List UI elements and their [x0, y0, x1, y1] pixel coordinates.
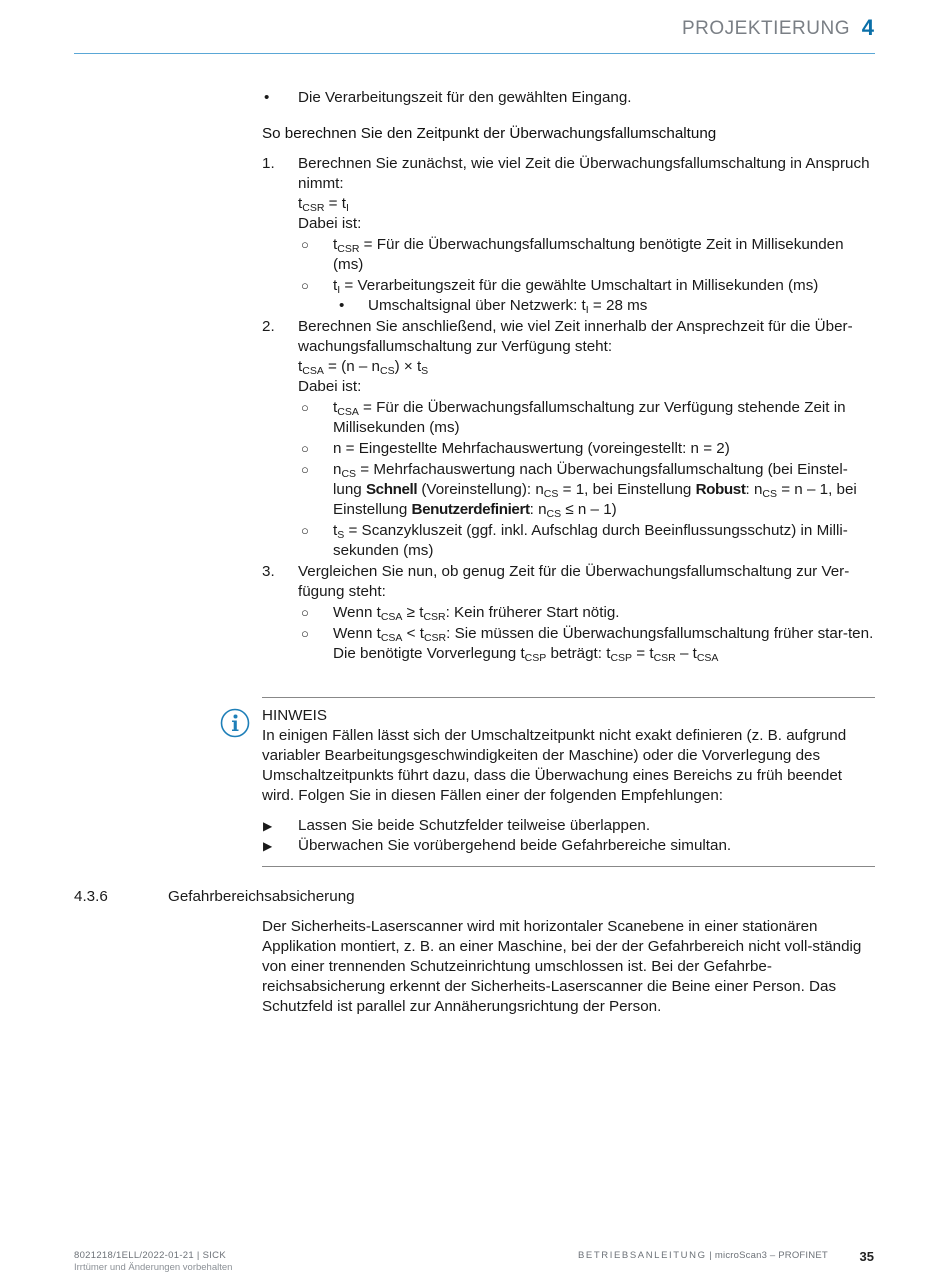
- step-number: 2.: [262, 318, 275, 335]
- intro-bullet: • Die Verarbeitungszeit für den gewählten Eingang.: [262, 88, 875, 108]
- definition-item: ○ $t_{CSR}$ = Für die Überwachungsfallumschaltung benötigte Zeit in Millisekunden (ms): [301, 236, 844, 273]
- recommendation-item: ▶ Lassen Sie beide Schutzfelder teilweise überlappen.: [263, 817, 651, 834]
- dabei-label: Dabei ist:: [298, 378, 362, 395]
- definition-list: [298, 235, 875, 316]
- step-2: [262, 317, 875, 561]
- step-3: [262, 562, 875, 664]
- doc-id: 8021218/1ELL/2022-01-21 | SICK: [74, 1250, 226, 1261]
- step-1: [262, 154, 875, 316]
- formula: $t_{CSR} = t_I$: [298, 195, 349, 214]
- comparison-item: ○ Wenn $t_{CSA} \ge t_{CSR}$: Kein früherer Start nötig.: [301, 604, 620, 623]
- page-number: 35: [859, 1249, 874, 1264]
- note-title: HINWEIS: [262, 707, 327, 724]
- footer-separator: |: [706, 1250, 715, 1261]
- doc-type: BETRIEBSANLEITUNG: [578, 1250, 707, 1261]
- definition-item: ○ $t_{CSA}$ = Für die Überwachungsfallumschaltung zur Verfügung stehende Zeit in Millisekunden (ms): [301, 399, 846, 436]
- circle-bullet-icon: ○: [301, 441, 309, 456]
- step-text: Vergleichen Sie nun, ob genug Zeit für die Überwachungsfallumschaltung zur Ver-fügung steht:: [298, 563, 850, 600]
- note-text: In einigen Fällen lässt sich der Umschaltzeitpunkt nicht exakt definieren (z. B. aufgrund variabler Bearbeitungsgeschwindigkeiten der Maschine) oder die Vorverlegung des Umschaltzeitpunkts führt dazu, dass die Überwachung eines Bereichs zu früh beendet wird. Folgen Sie in diesen Fällen einer der folgenden Empfehlungen:: [262, 727, 847, 804]
- definition-item: ○ n = Eingestellte Mehrfachauswertung (voreingestellt: n = 2): [301, 440, 730, 457]
- dabei-label: Dabei ist:: [298, 215, 362, 232]
- main-content: [262, 88, 875, 665]
- definition-item: ○ $t_S$ = Scanzykluszeit (ggf. inkl. Aufschlag durch Beeinflussungsschutz) in Milli-sekunden (ms): [301, 522, 848, 559]
- dot-bullet-icon: •: [339, 297, 345, 314]
- circle-bullet-icon: ○: [301, 237, 309, 252]
- circle-bullet-icon: ○: [301, 605, 309, 620]
- step-text: Berechnen Sie zunächst, wie viel Zeit die Überwachungsfallumschaltung in Anspruch nimmt:: [298, 155, 870, 192]
- formula: $t_{CSA} = (n - n_{CS}) \times t_S$: [298, 358, 429, 377]
- circle-bullet-icon: ○: [301, 400, 309, 415]
- triangle-arrow-icon: ▶: [263, 839, 273, 853]
- sub-definition-item: • Umschaltsignal über Netzwerk: $t_I = 28$ ms: [339, 297, 648, 316]
- definition-list: [298, 398, 875, 561]
- sub-definition-list: [333, 296, 875, 316]
- recommendation-item: ▶ Überwachen Sie vorübergehend beide Gefahrbereiche simultan.: [263, 837, 732, 854]
- note-box: [262, 697, 875, 867]
- footer-left: [74, 1250, 232, 1274]
- circle-bullet-icon: ○: [301, 626, 309, 641]
- chapter-number: 4: [861, 15, 874, 40]
- step-text: Berechnen Sie anschließend, wie viel Zeit innerhalb der Ansprechzeit für die Über-wachungsfallumschaltung zur Verfügung steht:: [298, 318, 853, 355]
- circle-bullet-icon: ○: [301, 462, 309, 477]
- triangle-arrow-icon: ▶: [263, 819, 273, 833]
- circle-bullet-icon: ○: [301, 278, 309, 293]
- circle-bullet-icon: ○: [301, 523, 309, 538]
- comparison-list: [298, 603, 875, 664]
- disclaimer: Irrtümer und Änderungen vorbehalten: [74, 1262, 233, 1273]
- step-number: 1.: [262, 155, 275, 172]
- recommendation-list: [262, 816, 875, 856]
- step-number: 3.: [262, 563, 275, 580]
- info-icon: [220, 708, 250, 738]
- procedure-heading: So berechnen Sie den Zeitpunkt der Überwachungsfallumschaltung: [262, 125, 717, 142]
- definition-item: ○ $t_I$ = Verarbeitungszeit für die gewählte Umschaltart in Millisekunden (ms) • Umschaltsignal über Netzwerk: $t_I = 28$ ms: [298, 276, 875, 316]
- steps-list: [262, 154, 875, 664]
- section-number: 4.3.6: [74, 888, 108, 905]
- product-name: microScan3 – PROFINET: [714, 1250, 828, 1261]
- section-body: Der Sicherheits-Laserscanner wird mit horizontaler Scanebene in einer stationären Applikation montiert, z. B. an einer Maschine, bei der der Gefahrbereich nicht voll-ständig von einer trennenden Schutzeinrichtung umschlossen ist. Bei der Gefahrbe-reichsabsicherung erkennt der Sicherheits-Laserscanner die Beine einer Person. Das Schutzfeld ist parallel zur Annäherungsrichtung der Person.: [262, 918, 862, 1015]
- running-header-title: PROJEKTIERUNG: [681, 18, 850, 39]
- header-rule: [74, 53, 875, 54]
- comparison-item: ○ Wenn $t_{CSA} < t_{CSR}$: Sie müssen die Überwachungsfallumschaltung früher star-ten. Die benötigte Vorverlegung $t_{CSP}$ beträgt: $t_{CSP} = t_{CSR} - t_{CSA}$: [301, 625, 874, 664]
- section-title: Gefahrbereichsabsicherung: [168, 888, 355, 905]
- definition-item: ○ $n_{CS}$ = Mehrfachauswertung nach Überwachungsfallumschaltung (bei Einstel-lung Schnell (Voreinstellung): $n_{CS} = 1$, bei Einstellung Robust: $n_{CS} = n - 1$, bei Einstellung Benutzerdefiniert: $n_{CS} \le n - 1$): [301, 461, 857, 520]
- footer-center: [578, 1250, 828, 1261]
